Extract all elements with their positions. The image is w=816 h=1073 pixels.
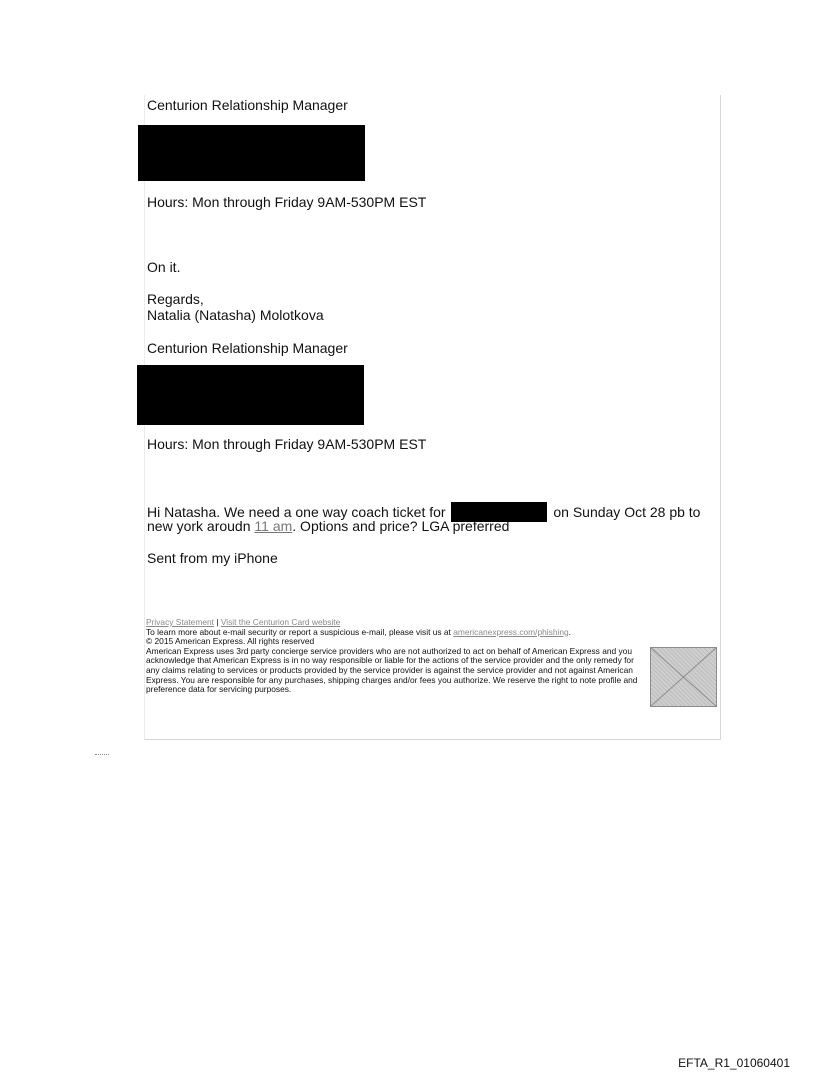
reply-sender-name: Natalia (Natasha) Molotkova <box>147 307 324 323</box>
security-end: . <box>568 626 571 637</box>
time-link[interactable]: 11 am <box>254 518 293 534</box>
reply-title: Centurion Relationship Manager <box>147 340 348 356</box>
message-signature: Sent from my iPhone <box>147 550 278 566</box>
redaction-box <box>137 365 364 425</box>
message-text: new york aroudn <box>147 518 251 534</box>
message-text: Hi Natasha. We need a one way coach ticket for <box>147 504 446 520</box>
redaction-box <box>138 125 365 181</box>
privacy-statement-link[interactable]: Privacy Statement <box>146 617 214 627</box>
reply-hours: Hours: Mon through Friday 9AM-530PM EST <box>147 436 427 452</box>
message-text: on Sunday Oct 28 pb to <box>553 504 701 520</box>
bates-number: EFTA_R1_01060401 <box>678 1056 790 1070</box>
link-separator: | <box>216 617 219 627</box>
signature-title: Centurion Relationship Manager <box>147 97 348 113</box>
message-line-2 <box>147 518 509 535</box>
email-footer <box>146 618 646 695</box>
reply-body: On it. <box>147 259 181 275</box>
centurion-website-link[interactable]: Visit the Centurion Card website <box>220 617 341 627</box>
message-text: . Options and price? LGA preferred <box>292 518 510 534</box>
reply-regards: Regards, <box>147 291 204 307</box>
security-text: To learn more about e-mail security or report a suspicious e-mail, please visit us at <box>146 626 451 637</box>
scan-artifact <box>95 754 109 757</box>
legal-disclaimer: American Express uses 3rd party concierge service providers who are not authorized to act on behalf of American Express and you acknowledge that American Express is in no way responsible or liable for the actions of the service provider and the only remedy for any claims relating to services or products provided by the service provider is against the service provider and not against American Express. You are responsible for any purchases, shipping charges and/or fees you authorize. We reserve the right to note profile and preference data for servicing purposes. <box>146 645 638 695</box>
broken-image-icon <box>650 647 717 707</box>
signature-hours: Hours: Mon through Friday 9AM-530PM EST <box>147 194 427 210</box>
copyright-text: © 2015 American Express. All rights reserved <box>146 636 315 647</box>
phishing-link[interactable]: americanexpress.com/phishing <box>453 626 569 637</box>
